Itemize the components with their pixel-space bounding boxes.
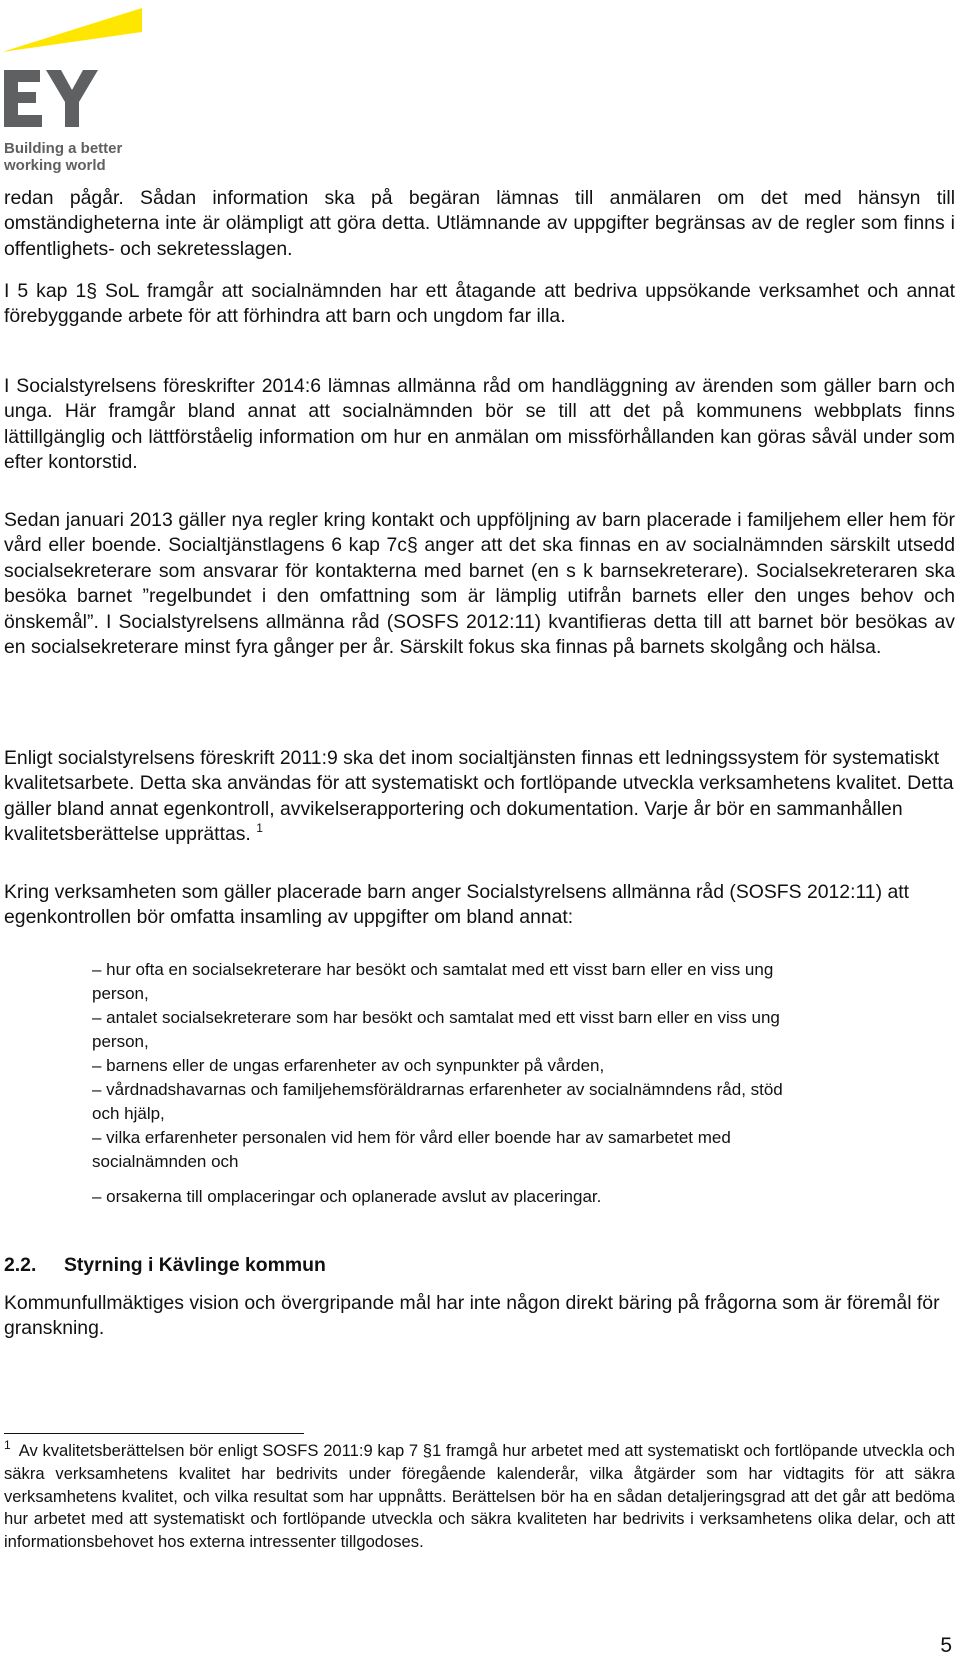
logo-yellow-beam [2, 8, 142, 52]
footnote-reference[interactable]: 1 [256, 821, 263, 836]
list-item: – vårdnadshavarnas och familjehemsföräldrarnas erfarenheter av socialnämndens råd, stöd och hjälp, [92, 1080, 783, 1123]
section-number: 2.2. [4, 1254, 37, 1276]
ey-logo-mark [2, 4, 152, 134]
section-paragraph: Kommunfullmäktiges vision och övergripande mål har inte någon direkt bäring på frågorna som är föremål för granskning. [4, 1292, 940, 1340]
list-item: – antalet socialsekreterare som har besökt och samtalat med ett visst barn eller en viss ung person, [92, 1008, 780, 1051]
page-number: 5 [940, 1634, 952, 1657]
paragraph-5-text: Enligt socialstyrelsens föreskrift 2011:9 ska det inom socialtjänsten finnas ett ledningssystem för systematiskt kvalitetsarbete. Detta ska användas för att systematiskt och fortlöpande utveckla verksamhetens kvalitet. Detta gäller bland annat egenkontroll, avvikelserapportering och dokumentation. Varje år bör en sammanhållen kvalitetsberättelse upprättas. [4, 747, 954, 846]
paragraph-4: Sedan januari 2013 gäller nya regler kring kontakt och uppföljning av barn placerade i familjehem eller hem för vård eller boende. Socialtjänstlagens 6 kap 7c§ anger att det ska finnas en av socialnämnden särskilt utsedd socialsekreterare som ansvarar för kontakterna med barnet (en s k barnsekreterare). Socialsekreteraren ska besöka barnet ”regelbundet i den omfattning som är lämplig utifrån barnets eller den unges behov och önskemål”. I Socialstyrelsens allmänna råd (SOSFS 2012:11) kvantifieras detta till att barnet bör besökas av en socialsekreterare minst fyra gånger per år. Särskilt fokus ska finnas på barnets skolgång och hälsa. [4, 509, 955, 659]
list-item: – orsakerna till omplaceringar och oplanerade avslut av placeringar. [92, 1187, 602, 1206]
logo-ey-letters [4, 70, 98, 127]
list-item: – barnens eller de ungas erfarenheter av och synpunkter på vården, [92, 1056, 605, 1075]
section-title: Styrning i Kävlinge kommun [64, 1254, 326, 1276]
paragraph-1: redan pågår. Sådan information ska på begäran lämnas till anmälaren om det med hänsyn till omständigheterna inte är olämpligt att göra detta. Utlämnande av uppgifter begränsas av de regler som finns i offentlighets- och sekretesslagen. [4, 187, 955, 260]
footnote-text: Av kvalitetsberättelsen bör enligt SOSFS 2011:9 kap 7 §1 framgå hur arbetet med att systematiskt och fortlöpande utveckla och säkra verksamhetens kvalitet har bedrivits under föregående kalenderår, vilka åtgärder som har vidtagits för att säkra verksamhetens kvalitet, och vilka resultat som har uppnåtts. Berättelsen bör ha en sådan detaljeringsgrad att det går att bedöma hur arbetet med att systematiskt och fortlöpande utveckla och säkra kvaliteten har bedrivits i verksamhetens olika delar, och att informationsbehovet hos externa intressenter tillgodoses. [4, 1441, 955, 1552]
paragraph-3: I Socialstyrelsens föreskrifter 2014:6 lämnas allmänna råd om handläggning av ärenden som gäller barn och unga. Här framgår bland annat att socialnämnden bör se till att det på kommunens webbplats finns lättillgänglig och lättförståelig information om hur en anmälan om missförhållanden kan göras såväl under som efter kontorstid. [4, 375, 955, 474]
ey-logo [2, 4, 152, 174]
logo-tagline [4, 140, 154, 174]
footnote-marker: 1 [4, 1438, 11, 1452]
footnote-separator [4, 1433, 304, 1434]
list-item: – vilka erfarenheter personalen vid hem för vård eller boende har av samarbetet med socialnämnden och [92, 1128, 731, 1171]
logo-tagline-line2: working world [4, 157, 106, 174]
list-item: – hur ofta en socialsekreterare har besökt och samtalat med ett visst barn eller en viss ung person, [92, 960, 774, 1003]
footnote [4, 1440, 955, 1554]
paragraph-5 [4, 746, 955, 848]
logo-tagline-line1: Building a better [4, 140, 123, 157]
section-heading [4, 1252, 326, 1278]
paragraph-6: Kring verksamheten som gäller placerade barn anger Socialstyrelsens allmänna råd (SOSFS 2012:11) att egenkontrollen bör omfatta insamling av uppgifter om bland annat: [4, 881, 909, 929]
data-collection-list [92, 958, 792, 1209]
paragraph-2: I 5 kap 1§ SoL framgår att socialnämnden har ett åtagande att bedriva uppsökande verksamhet och annat förebyggande arbete för att förhindra att barn och ungdom far illa. [4, 280, 955, 328]
